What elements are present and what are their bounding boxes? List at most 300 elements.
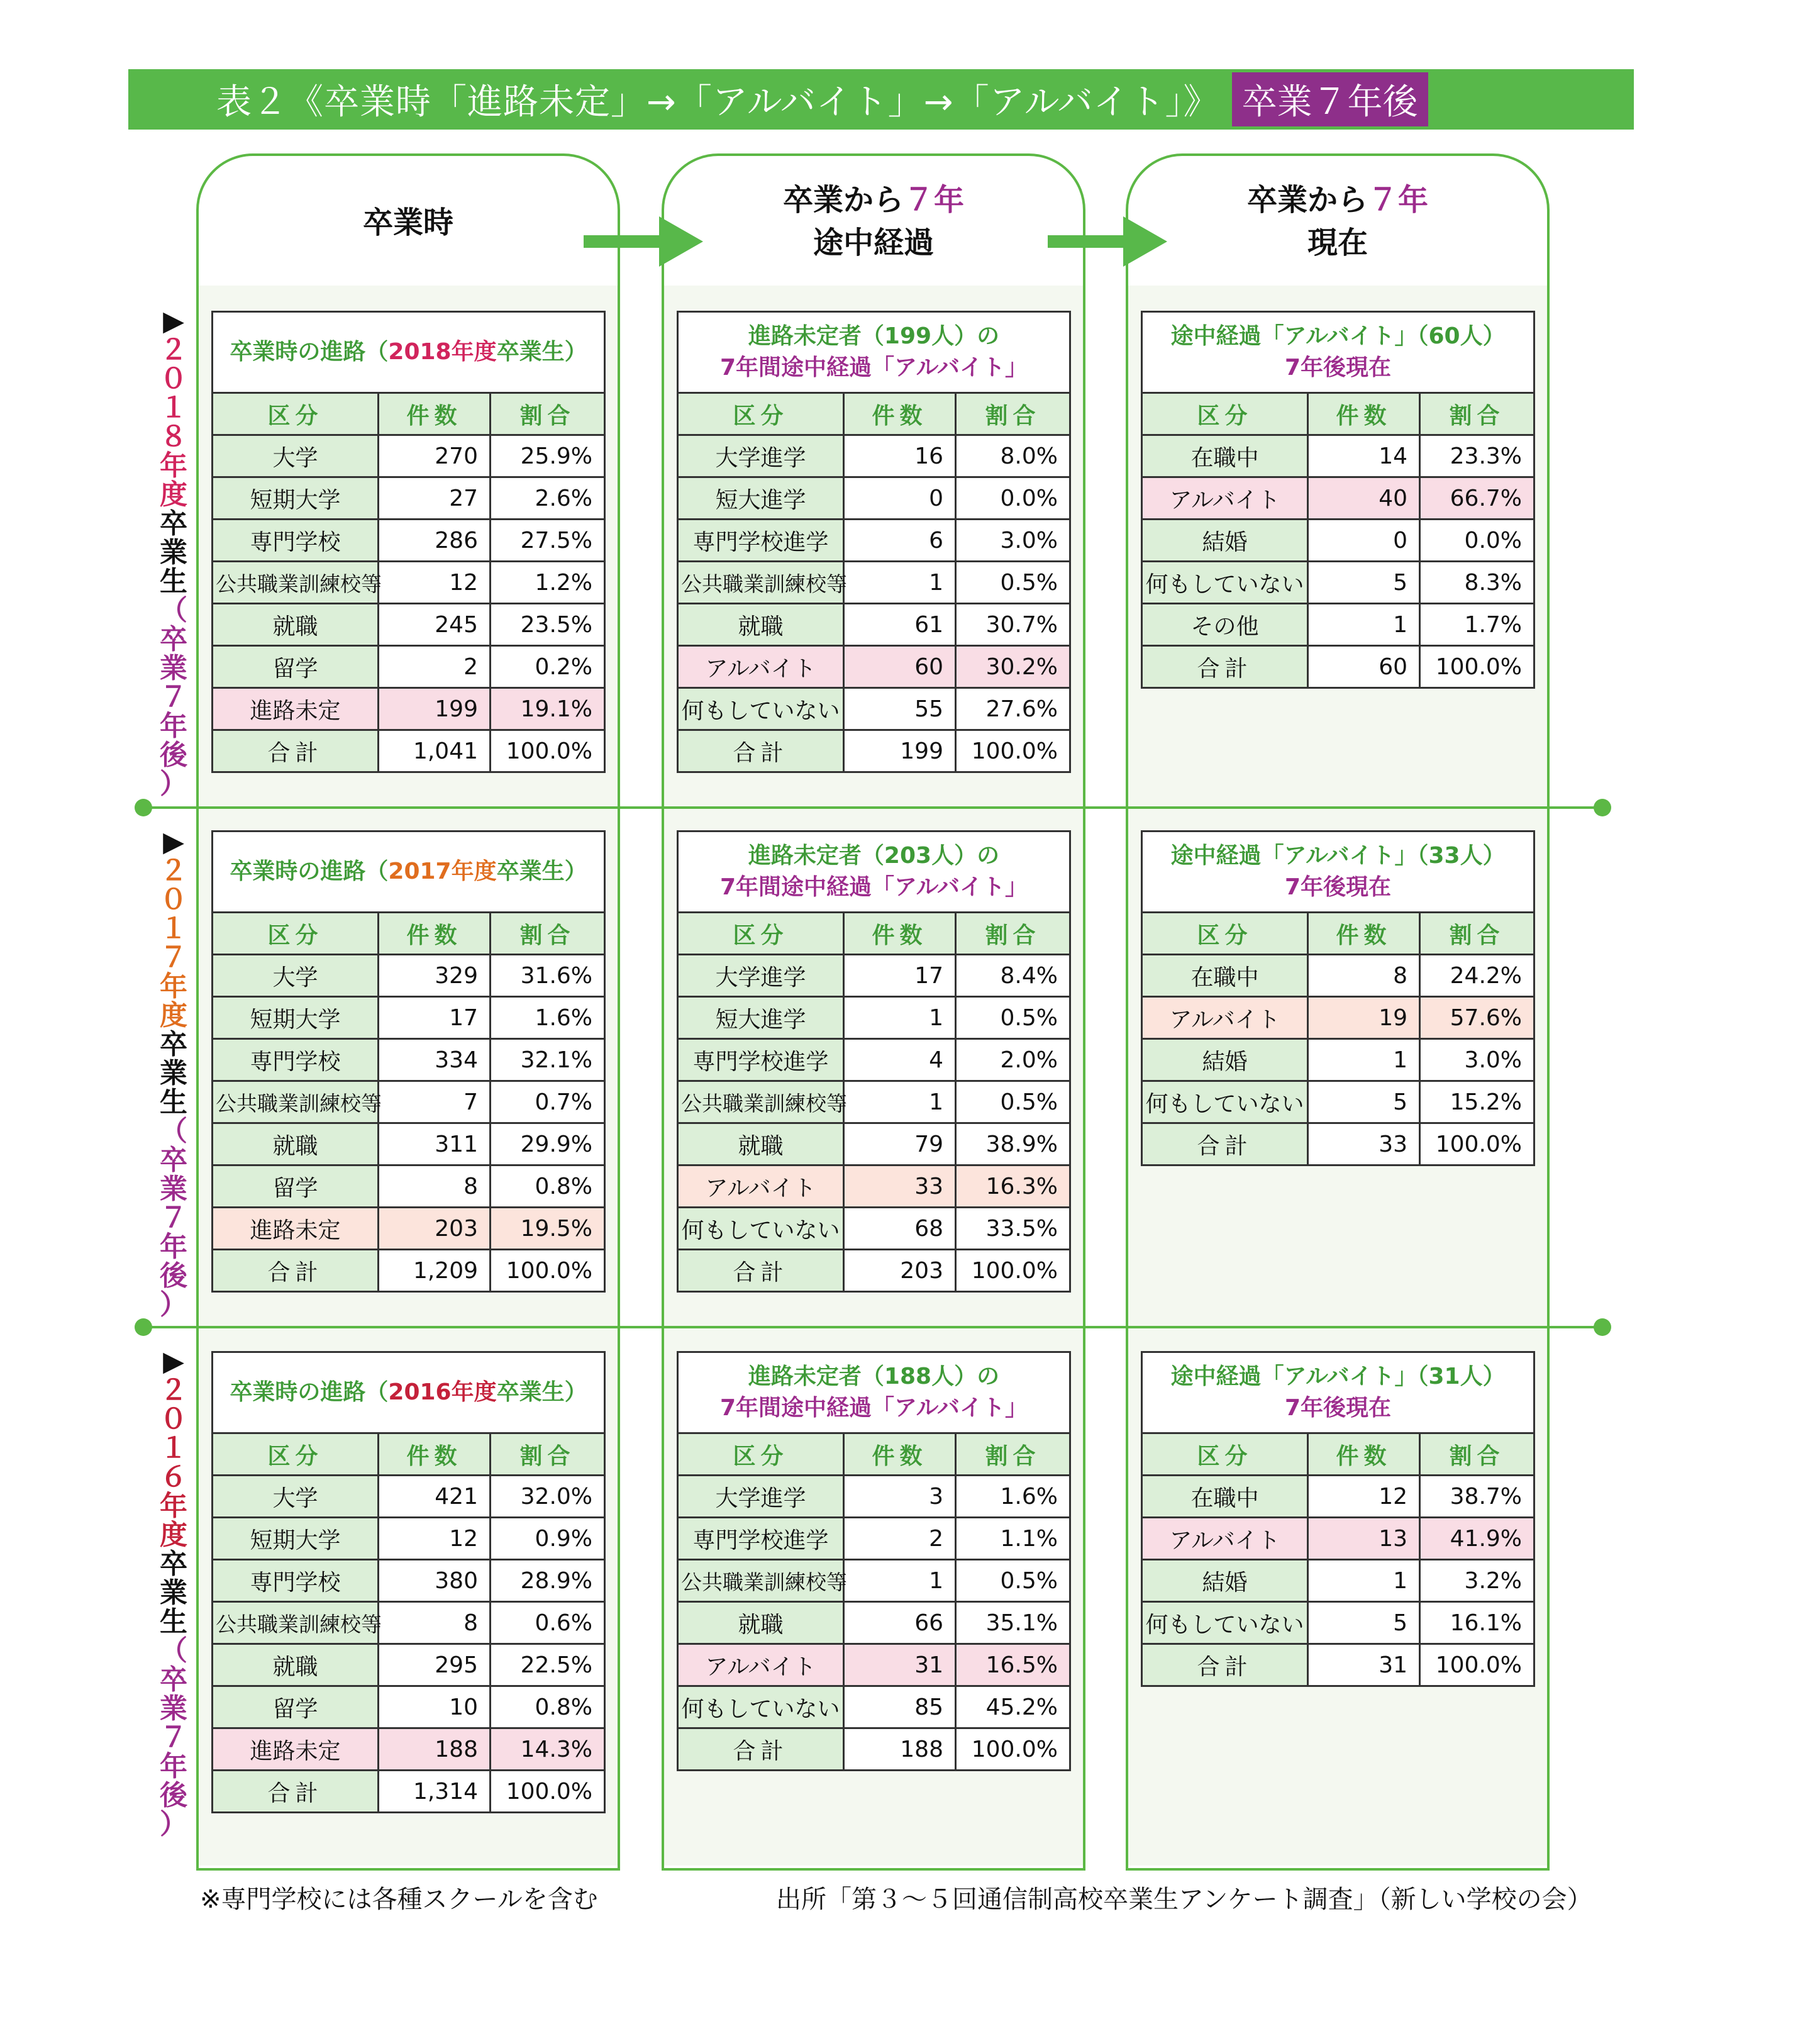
row-percent: 66.7% [1420, 477, 1534, 520]
row-count: 16 [844, 435, 956, 477]
row-percent: 23.5% [491, 604, 605, 646]
table-row [213, 997, 605, 1039]
year-label-char: 生 [160, 565, 187, 598]
row-count: 40 [1308, 477, 1420, 520]
row-label: その他 [1142, 604, 1308, 646]
row-percent: 28.9% [491, 1560, 605, 1602]
table-row [678, 1123, 1070, 1165]
table-row [678, 1602, 1070, 1644]
row-percent: 33.5% [956, 1208, 1070, 1250]
row-label: 進路未定 [213, 1208, 379, 1250]
row-label: アルバイト [678, 1165, 844, 1208]
row-count: 3 [844, 1476, 956, 1518]
year-label-char: 後 [160, 739, 187, 771]
row-count: 2 [844, 1518, 956, 1560]
column-heading-midway: 卒業から７年 途中経過 [782, 182, 965, 260]
row-label: 短大進学 [678, 997, 844, 1039]
year-label-char: 年 [160, 1750, 187, 1783]
row-label: 専門学校進学 [678, 520, 844, 562]
year-label-char: １ [160, 392, 187, 424]
row-label: アルバイト [1142, 477, 1308, 520]
separator-dot [1594, 1318, 1611, 1336]
table-row [213, 1081, 605, 1123]
table-t2-row0 [677, 311, 1071, 773]
table-row [678, 604, 1070, 646]
row-count: 27 [379, 477, 491, 520]
total-percent: 100.0% [1420, 1123, 1534, 1165]
table-row [678, 646, 1070, 688]
table-row [678, 955, 1070, 997]
header-kensu: 件数 [1308, 913, 1420, 955]
year-label-char: ７ [160, 942, 187, 974]
row-percent: 0.2% [491, 646, 605, 688]
table-row [1142, 520, 1534, 562]
year-label-char: ７ [160, 1722, 187, 1754]
row-count: 6 [844, 520, 956, 562]
table-t2-row1 [677, 830, 1071, 1293]
header-kubun: 区分 [678, 913, 844, 955]
year-label-char: ２ [160, 1374, 187, 1406]
row-percent: 1.1% [956, 1518, 1070, 1560]
table-row [213, 477, 605, 520]
row-label: 公共職業訓練校等 [678, 562, 844, 604]
total-percent: 100.0% [956, 1250, 1070, 1292]
column-heading-current: 卒業から７年 現在 [1246, 182, 1429, 260]
row-percent: 0.7% [491, 1081, 605, 1123]
table-header-row [213, 913, 605, 955]
header-kensu: 件数 [844, 393, 956, 435]
row-label: 公共職業訓練校等 [213, 1602, 379, 1644]
row-separator [142, 806, 1602, 809]
table-total-row [678, 1728, 1070, 1771]
row-count: 17 [379, 997, 491, 1039]
row-percent: 30.7% [956, 604, 1070, 646]
row-percent: 2.6% [491, 477, 605, 520]
table-row [678, 562, 1070, 604]
row-percent: 27.6% [956, 688, 1070, 730]
row-count: 270 [379, 435, 491, 477]
row-count: 286 [379, 520, 491, 562]
table-caption: 途中経過「アルバイト」（31人） 7年後現在 [1142, 1352, 1534, 1433]
header-kubun: 区分 [678, 1433, 844, 1476]
table-caption: 途中経過「アルバイト」（33人） 7年後現在 [1142, 832, 1534, 913]
right-arrow-icon [1048, 216, 1167, 267]
row-label: 短大進学 [678, 477, 844, 520]
header-kubun: 区分 [1142, 913, 1308, 955]
header-wariai: 割合 [491, 393, 605, 435]
table-row [213, 1165, 605, 1208]
table-row [213, 435, 605, 477]
table-total-row [213, 730, 605, 772]
page-title: 表２《卒業時「進路未定」→「アルバイト」→「アルバイト」》 [216, 82, 1219, 123]
table-row [1142, 955, 1534, 997]
table-t1-row2 [211, 1351, 606, 1813]
table-row [678, 1081, 1070, 1123]
table-row [678, 1686, 1070, 1728]
total-label: 合計 [678, 1728, 844, 1771]
total-count: 199 [844, 730, 956, 772]
row-percent: 15.2% [1420, 1081, 1534, 1123]
source-note: 出所「第３〜５回通信制高校卒業生アンケート調査」（新しい学校の会） [776, 1885, 1592, 1914]
total-count: 1,041 [379, 730, 491, 772]
right-arrow-icon [584, 216, 703, 267]
row-percent: 0.5% [956, 1081, 1070, 1123]
row-percent: 0.0% [1420, 520, 1534, 562]
year-label-char: 度 [160, 479, 187, 511]
row-label: 就職 [678, 1123, 844, 1165]
row-percent: 19.5% [491, 1208, 605, 1250]
year-label-char: 生 [160, 1606, 187, 1638]
year-label-2018 [155, 307, 192, 799]
year-label-char: 業 [160, 1577, 187, 1609]
table-row [678, 477, 1070, 520]
table-row [1142, 1602, 1534, 1644]
row-count: 7 [379, 1081, 491, 1123]
table-row [678, 997, 1070, 1039]
table-row [213, 955, 605, 997]
header-kensu: 件数 [1308, 1433, 1420, 1476]
total-label: 合計 [213, 730, 379, 772]
row-percent: 32.1% [491, 1039, 605, 1081]
year-label-char: 度 [160, 999, 187, 1032]
row-label: 専門学校 [213, 520, 379, 562]
year-label-char: ７ [160, 681, 187, 713]
row-percent: 41.9% [1420, 1518, 1534, 1560]
row-label: 短期大学 [213, 997, 379, 1039]
table-row [1142, 604, 1534, 646]
row-label: 何もしていない [678, 1208, 844, 1250]
total-percent: 100.0% [491, 730, 605, 772]
row-percent: 16.3% [956, 1165, 1070, 1208]
row-percent: 2.0% [956, 1039, 1070, 1081]
row-percent: 38.9% [956, 1123, 1070, 1165]
table-row [213, 1476, 605, 1518]
total-count: 1,209 [379, 1250, 491, 1292]
row-count: 12 [1308, 1476, 1420, 1518]
row-percent: 35.1% [956, 1602, 1070, 1644]
row-label: 大学 [213, 435, 379, 477]
row-count: 1 [844, 997, 956, 1039]
row-percent: 32.0% [491, 1476, 605, 1518]
year-label-char: 卒 [160, 1548, 187, 1580]
table-row [213, 1208, 605, 1250]
row-percent: 3.0% [956, 520, 1070, 562]
table-row [678, 1644, 1070, 1686]
row-label: 何もしていない [678, 688, 844, 730]
table-row [678, 1039, 1070, 1081]
table-caption: 進路未定者（203人）の 7年間途中経過「アルバイト」 [678, 832, 1070, 913]
row-label: 留学 [213, 1165, 379, 1208]
table-t3-row0 [1141, 311, 1535, 689]
separator-dot [135, 799, 152, 816]
table-row [213, 1686, 605, 1728]
year-label-char: 卒 [160, 1028, 187, 1060]
year-label-char: 卒 [160, 623, 187, 655]
table-row [678, 435, 1070, 477]
header-wariai: 割合 [956, 1433, 1070, 1476]
table-row [1142, 477, 1534, 520]
row-percent: 3.2% [1420, 1560, 1534, 1602]
row-count: 295 [379, 1644, 491, 1686]
table-row [213, 604, 605, 646]
table-row [213, 1644, 605, 1686]
total-label: 合計 [1142, 1123, 1308, 1165]
header-kubun: 区分 [1142, 1433, 1308, 1476]
table-row [1142, 1039, 1534, 1081]
total-percent: 100.0% [956, 1728, 1070, 1771]
row-label: 公共職業訓練校等 [213, 562, 379, 604]
header-kensu: 件数 [844, 1433, 956, 1476]
table-total-row [1142, 646, 1534, 688]
year-label-char: （ [160, 1115, 187, 1147]
row-count: 245 [379, 604, 491, 646]
row-label: 公共職業訓練校等 [678, 1081, 844, 1123]
total-label: 合計 [1142, 1644, 1308, 1686]
year-label-2017 [155, 828, 192, 1320]
year-label-char: 年 [160, 1231, 187, 1263]
total-label: 合計 [678, 1250, 844, 1292]
row-label: 何もしていない [1142, 562, 1308, 604]
row-count: 55 [844, 688, 956, 730]
table-total-row [1142, 1123, 1534, 1165]
row-count: 311 [379, 1123, 491, 1165]
row-count: 329 [379, 955, 491, 997]
row-percent: 0.8% [491, 1686, 605, 1728]
row-count: 0 [844, 477, 956, 520]
year-label-char: １ [160, 1432, 187, 1464]
column-heading-graduation: 卒業時 [362, 205, 453, 240]
header-kensu: 件数 [844, 913, 956, 955]
row-count: 1 [844, 1081, 956, 1123]
row-percent: 1.2% [491, 562, 605, 604]
header-kensu: 件数 [379, 393, 491, 435]
table-caption: 進路未定者（188人）の 7年間途中経過「アルバイト」 [678, 1352, 1070, 1433]
row-percent: 3.0% [1420, 1039, 1534, 1081]
row-label: 公共職業訓練校等 [213, 1081, 379, 1123]
year-label-char: ０ [160, 363, 187, 395]
row-percent: 0.0% [956, 477, 1070, 520]
table-header-row [1142, 393, 1534, 435]
table-total-row [678, 1250, 1070, 1292]
separator-dot [1594, 799, 1611, 816]
year-label-char: 卒 [160, 1144, 187, 1176]
year-label-char: 業 [160, 1173, 187, 1205]
row-count: 12 [379, 1518, 491, 1560]
title-bar [128, 69, 1634, 130]
year-label-char: ０ [160, 884, 187, 916]
header-kensu: 件数 [1308, 393, 1420, 435]
row-label: 在職中 [1142, 1476, 1308, 1518]
table-row [678, 1560, 1070, 1602]
table-total-row [213, 1250, 605, 1292]
row-count: 5 [1308, 562, 1420, 604]
row-percent: 1.6% [956, 1476, 1070, 1518]
row-count: 85 [844, 1686, 956, 1728]
table-row [213, 1123, 605, 1165]
row-label: 進路未定 [213, 1728, 379, 1771]
total-count: 33 [1308, 1123, 1420, 1165]
year-label-char: ７ [160, 1202, 187, 1234]
row-count: 8 [1308, 955, 1420, 997]
total-count: 1,314 [379, 1771, 491, 1813]
year-label-char: ８ [160, 421, 187, 453]
row-count: 2 [379, 646, 491, 688]
row-count: 14 [1308, 435, 1420, 477]
row-label: 何もしていない [678, 1686, 844, 1728]
row-label: 就職 [213, 1644, 379, 1686]
year-label-char: （ [160, 1635, 187, 1667]
header-kubun: 区分 [213, 913, 379, 955]
row-label: アルバイト [1142, 997, 1308, 1039]
row-label: アルバイト [678, 1644, 844, 1686]
row-label: 短期大学 [213, 1518, 379, 1560]
total-label: 合計 [1142, 646, 1308, 688]
table-total-row [678, 730, 1070, 772]
row-count: 13 [1308, 1518, 1420, 1560]
total-count: 60 [1308, 646, 1420, 688]
row-label: 大学 [213, 955, 379, 997]
table-header-row [1142, 913, 1534, 955]
row-percent: 0.6% [491, 1602, 605, 1644]
table-row [678, 1476, 1070, 1518]
row-count: 8 [379, 1602, 491, 1644]
row-label: アルバイト [678, 646, 844, 688]
table-row [213, 1039, 605, 1081]
header-kensu: 件数 [379, 1433, 491, 1476]
header-kubun: 区分 [213, 393, 379, 435]
row-count: 31 [844, 1644, 956, 1686]
row-label: 就職 [678, 1602, 844, 1644]
row-percent: 0.5% [956, 997, 1070, 1039]
footnote: ※専門学校には各種スクールを含む [200, 1885, 598, 1914]
row-label: 就職 [213, 1123, 379, 1165]
row-label: 専門学校進学 [678, 1039, 844, 1081]
total-percent: 100.0% [491, 1250, 605, 1292]
row-label: 結婚 [1142, 520, 1308, 562]
row-count: 19 [1308, 997, 1420, 1039]
table-row [213, 520, 605, 562]
year-label-char: ▶ [163, 826, 184, 858]
table-caption: 進路未定者（199人）の 7年間途中経過「アルバイト」 [678, 312, 1070, 393]
year-label-char: ０ [160, 1403, 187, 1435]
total-percent: 100.0% [1420, 646, 1534, 688]
row-count: 79 [844, 1123, 956, 1165]
year-label-char: ） [160, 1289, 187, 1321]
table-header-row [678, 913, 1070, 955]
year-label-char: （ [160, 594, 187, 626]
row-label: 専門学校進学 [678, 1518, 844, 1560]
row-label: 専門学校 [213, 1039, 379, 1081]
row-count: 5 [1308, 1602, 1420, 1644]
year-label-char: 生 [160, 1086, 187, 1118]
total-label: 合計 [213, 1250, 379, 1292]
row-percent: 22.5% [491, 1644, 605, 1686]
row-label: 何もしていない [1142, 1081, 1308, 1123]
row-percent: 0.5% [956, 1560, 1070, 1602]
table-header-row [1142, 1433, 1534, 1476]
title-badge: 卒業７年後 [1232, 72, 1428, 126]
header-wariai: 割合 [1420, 1433, 1534, 1476]
row-label: 進路未定 [213, 688, 379, 730]
year-label-char: 年 [160, 710, 187, 742]
table-row [1142, 997, 1534, 1039]
table-row [213, 562, 605, 604]
row-percent: 16.1% [1420, 1602, 1534, 1644]
row-count: 203 [379, 1208, 491, 1250]
row-percent: 8.3% [1420, 562, 1534, 604]
row-label: 在職中 [1142, 955, 1308, 997]
header-kubun: 区分 [1142, 393, 1308, 435]
table-t1-row0 [211, 311, 606, 773]
row-count: 380 [379, 1560, 491, 1602]
row-count: 17 [844, 955, 956, 997]
table-row [678, 1518, 1070, 1560]
row-count: 33 [844, 1165, 956, 1208]
total-label: 合計 [213, 1771, 379, 1813]
row-percent: 0.8% [491, 1165, 605, 1208]
total-percent: 100.0% [491, 1771, 605, 1813]
row-label: 大学 [213, 1476, 379, 1518]
row-label: 専門学校 [213, 1560, 379, 1602]
row-percent: 8.0% [956, 435, 1070, 477]
table-row [1142, 1081, 1534, 1123]
table-row [1142, 435, 1534, 477]
year-label-char: １ [160, 913, 187, 945]
row-percent: 45.2% [956, 1686, 1070, 1728]
row-count: 5 [1308, 1081, 1420, 1123]
year-label-char: ２ [160, 855, 187, 887]
year-label-char: ６ [160, 1461, 187, 1493]
row-percent: 14.3% [491, 1728, 605, 1771]
table-total-row [213, 1771, 605, 1813]
row-count: 68 [844, 1208, 956, 1250]
row-count: 8 [379, 1165, 491, 1208]
row-count: 1 [1308, 1560, 1420, 1602]
header-wariai: 割合 [1420, 393, 1534, 435]
row-label: 留学 [213, 646, 379, 688]
header-kubun: 区分 [678, 393, 844, 435]
row-label: 何もしていない [1142, 1602, 1308, 1644]
year-label-char: 業 [160, 1057, 187, 1089]
year-label-char: 業 [160, 537, 187, 569]
table-row [1142, 1560, 1534, 1602]
row-count: 60 [844, 646, 956, 688]
year-label-char: 後 [160, 1260, 187, 1292]
year-label-char: ▶ [163, 305, 184, 337]
header-wariai: 割合 [1420, 913, 1534, 955]
row-count: 66 [844, 1602, 956, 1644]
table-caption: 途中経過「アルバイト」（60人） 7年後現在 [1142, 312, 1534, 393]
year-label-2016 [155, 1347, 192, 1839]
row-label: 短期大学 [213, 477, 379, 520]
row-label: 留学 [213, 1686, 379, 1728]
year-label-char: ２ [160, 334, 187, 366]
header-wariai: 割合 [956, 393, 1070, 435]
row-count: 1 [844, 562, 956, 604]
row-count: 1 [844, 1560, 956, 1602]
row-percent: 29.9% [491, 1123, 605, 1165]
table-caption: 卒業時の進路（2017年度卒業生） [213, 832, 605, 913]
year-label-char: 卒 [160, 508, 187, 540]
row-count: 199 [379, 688, 491, 730]
table-t3-row1 [1141, 830, 1535, 1166]
row-percent: 38.7% [1420, 1476, 1534, 1518]
row-count: 334 [379, 1039, 491, 1081]
table-row [213, 688, 605, 730]
year-label-char: 卒 [160, 1664, 187, 1696]
row-percent: 25.9% [491, 435, 605, 477]
row-count: 12 [379, 562, 491, 604]
